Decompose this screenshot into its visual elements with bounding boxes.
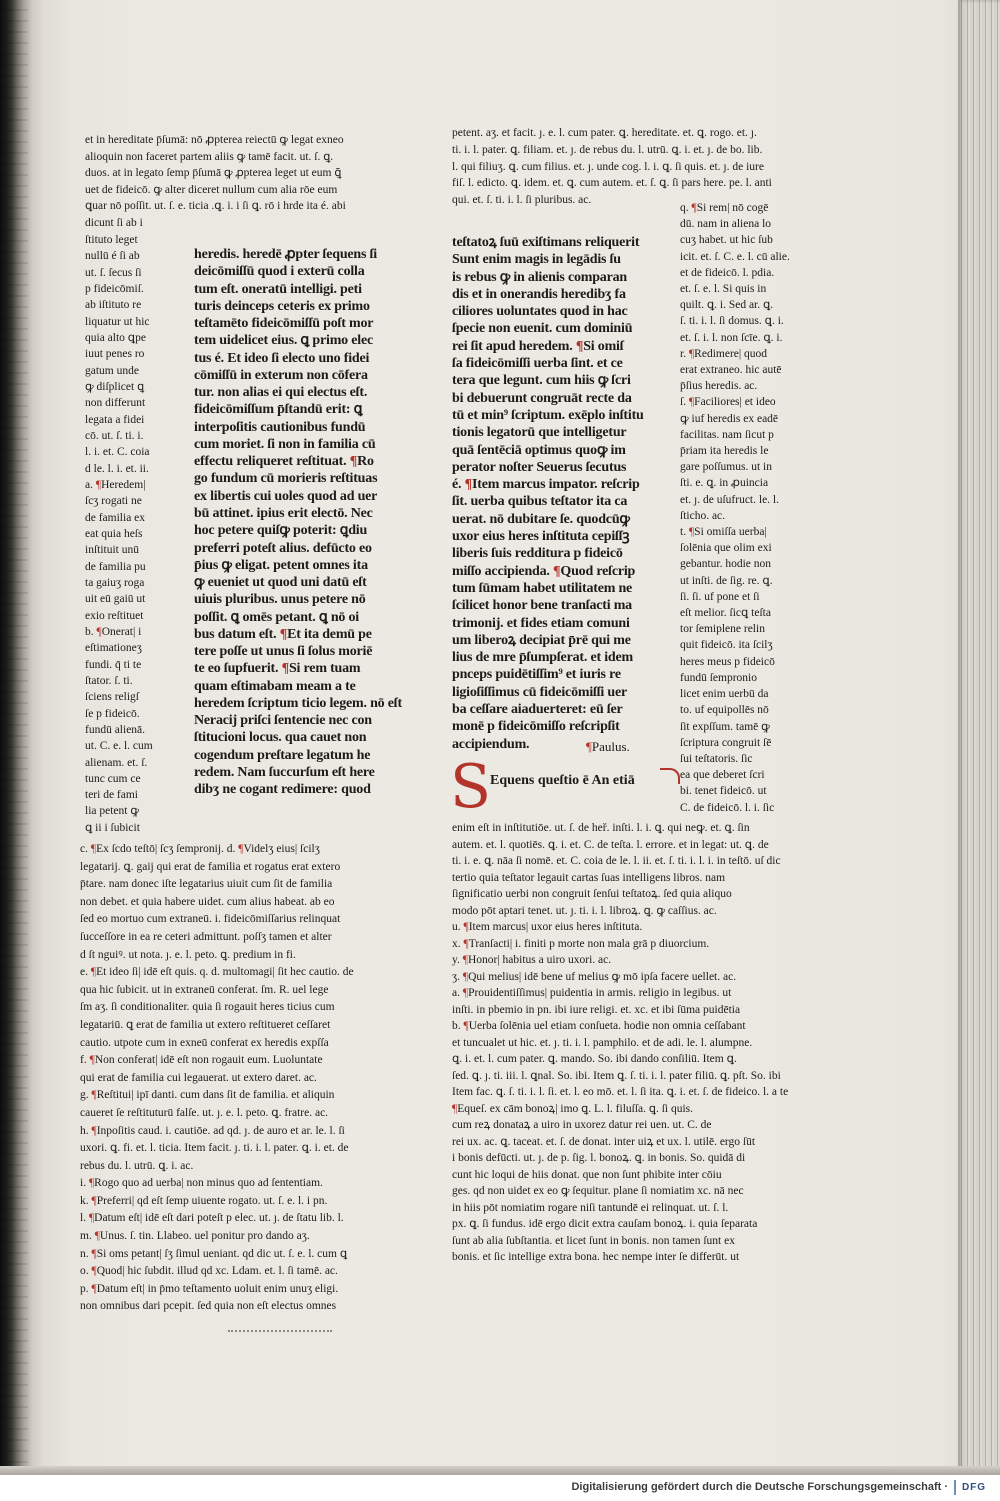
text-line: effectu reliqueret reſtituat. ¶Ro (194, 454, 374, 470)
text-line: liberis ſuis redditura p fideicō (452, 546, 623, 562)
text-line: cum moriet. ſi non in familia cū (194, 436, 376, 452)
gloss-line: ¶Equeſ. ex cām bonoꝝ| imo ꝗ. L. l. filuſſa. ꝗ. ſi quis. (452, 1102, 694, 1115)
gloss-line: eſt melior. ſicꝗ teſta (680, 607, 771, 620)
gloss-line: ut. ſ. ſecus ſi (85, 266, 142, 279)
paragraph-mark: ¶ (462, 970, 469, 983)
text-line: ſpecie non euenit. cum dominiū (452, 321, 633, 337)
paragraph-mark: ¶ (553, 563, 561, 579)
gloss-line: p̄ſius heredis. ac. (680, 380, 758, 393)
gloss-line: ſed. ꝗ. ȷ. ti. iii. l. ꝗnal. So. ibi. Item ꝗ. ſ. ti. i. l. pater filiū. ꝗ. pſt. So. ibi (452, 1069, 781, 1082)
gloss-line: gebantur. hodie non (680, 558, 772, 571)
gloss-line: p. ¶Datum eſt| in p̄mo teſtamento uoluit enim unuʒ eligi. (80, 1282, 339, 1295)
paragraph-mark: ¶ (89, 1054, 95, 1067)
text-line: ba ceſſare aiaduerteret: eū ſer (452, 702, 623, 718)
gloss-line: b. ¶Onerat| i (85, 625, 142, 638)
paragraph-mark: ¶ (691, 202, 697, 214)
red-flourish (660, 768, 680, 784)
paragraph-mark: ¶ (279, 626, 288, 642)
text-line: quā ſentēciā optimus quoꝙ im (452, 442, 626, 458)
text-line: Neracij priſci ſentencie nec con (194, 713, 372, 729)
gloss-line: gare poſſumus. ut in (680, 461, 772, 474)
gloss-line: fiſ. l. edicto. ꝗ. idem. et. ꝗ. cum autem. et. ſ. ꝗ. ſi pars here. pe. l. anti (452, 177, 772, 190)
text-line: tionis legatorū que intelligetur (452, 425, 627, 441)
paragraph-mark: ¶ (90, 843, 97, 855)
paragraph-mark: ¶ (463, 1020, 469, 1032)
text-line: uerat. nō dubitare ſe. quodcūꝙ (452, 511, 630, 527)
gloss-line: modo pōt aptari tenet. ut. ȷ. ti. i. l. libroꝝ. ꝗ. ꝙ caſſius. ac. (452, 904, 717, 917)
gloss-line: x. ¶Tranſacti| i. finiti p morte non mala grā p diuorcium. (452, 937, 710, 950)
gloss-line: ti. i. l. pater. ꝗ. filiam. et. ȷ. de rebus du. l. utrū. ꝗ. i. et. ȷ. de bo. lib. (452, 143, 763, 156)
text-line: quam eſtimabam meam a te (194, 678, 356, 694)
gloss-line: a. ¶Heredem| (85, 478, 146, 491)
gloss-left-margin (85, 232, 165, 836)
text-line: ꝙ eueniet ut quod uni datū eſt (194, 575, 367, 591)
paragraph-mark: ¶ (238, 843, 244, 855)
gloss-line: ſtituto leget (85, 234, 138, 246)
text-line: tum ſūmam habet utilitatem ne (452, 580, 633, 596)
dfg-logo: DFG (954, 1480, 992, 1495)
text-line: p̄ius ꝙ eligat. petent omnes ita (194, 557, 368, 573)
gloss-line: heres meus p fideicō (680, 655, 775, 668)
gloss-line: uxori. ꝗ. fi. et. l. ticia. Item facit. ȷ. ti. i. l. pater. ꝗ. i. et. de (80, 1142, 349, 1155)
gloss-line: fundū ſempronio (680, 671, 757, 684)
gloss-line: ab iſtituto re (85, 299, 142, 312)
text-line: hoc petere quiſꝙ poterit: ꝗdiu (194, 523, 368, 539)
gloss-line: ſed eo mortuo cum extraneū. i. fideicōmiſſarius relinquat (80, 913, 341, 926)
gloss-line: inſti. in pbemio in pn. ibi iure religi. et. xc. et ibi ſūma puidētia (452, 1003, 741, 1016)
text-line: redem. Nam ſuccurſum eſt here (194, 764, 375, 780)
gloss-line: ſm aʒ. ſi conditionaliter. quia ſi rogauit heres ticius cum (80, 1001, 335, 1014)
gloss-line: facilitas. nam ſicut p (680, 428, 774, 441)
gloss-line: ſticho. ac. (680, 509, 726, 522)
gloss-top-left (85, 132, 413, 232)
book-gutter (0, 0, 28, 1475)
gloss-line: nullū é ſi ab (85, 250, 140, 263)
text-line: ſtitucioni locus. qua cauet non (194, 730, 367, 746)
main-text-right-column (452, 234, 668, 753)
gloss-line: ti. i. e. ꝗ. nāa ſi nomē. et. C. coia de le. l. ii. et. ſ. ti. i. l. i. in teſtō. uſ dic (452, 855, 781, 867)
text-line: uxor eius heres inſtituta cepiſſꝫ (452, 529, 630, 545)
paragraph-mark: ¶ (281, 661, 289, 677)
gloss-line: legata a fidei (85, 413, 145, 426)
gloss-line: quit fideicō. ita ſcilʒ (680, 639, 773, 652)
gloss-line: lia petent ꝙ (85, 805, 139, 818)
gloss-line: alioquin non faceret partem aliis ꝙ tamē facit. ut. ſ. ꝗ. (85, 150, 334, 163)
gloss-line: dū. nam in aliena lo (680, 218, 772, 231)
text-line: uiuis pluribus. unus petere nō (194, 592, 366, 608)
text-line: poſſit. ꝗ omēs petant. ꝗ nō oi (194, 609, 360, 625)
paragraph-mark: ¶ (91, 1194, 97, 1207)
gloss-line: quilt. ꝗ. i. Sed ar. ꝗ. (680, 299, 774, 312)
gloss-line: h. ¶Inpoſitis caud. i. cautiōe. ad qd. ȷ. de auro et ar. le. l. ſi (80, 1124, 345, 1137)
gloss-line: m. ¶Unus. ſ. tin. Llabeo. uel ponitur pro dando aʒ. (80, 1230, 310, 1243)
gloss-line: ut. C. e. l. cum (85, 740, 153, 753)
paragraph-mark: ¶ (91, 1247, 97, 1260)
gloss-line: ſ. ¶Faciliores| et ideo (680, 396, 776, 409)
page-edges (958, 0, 1000, 1475)
gloss-line: ea que deberet ſcri (680, 769, 765, 782)
gloss-line: et tuncualet ut hic. et. ȷ. ti. i. l. pamphilo. et de adi. le. l. alumpne. (452, 1036, 753, 1049)
gloss-line: ſi. ſi. uf pone et ſi (680, 590, 760, 603)
ink-smudge (228, 1330, 332, 1332)
gloss-line: ſti. e. ꝗ. in ꝓuincia (680, 477, 769, 490)
gloss-line: b. ¶Uerba ſolēnia uel etiam conſueta. hodie non omnia ceſſabant (452, 1020, 746, 1032)
gloss-line: f. ¶Non conferat| idē eſt non rogauit eum. Luoluntate (80, 1054, 323, 1067)
text-line: miſſo accipienda. ¶Quod reſcrip (452, 563, 636, 579)
gloss-line: ʒ. ¶Qui melius| idē bene uf melius ꝙ mō ipſa facere uellet. ac. (452, 970, 737, 983)
gloss-line: tertio quia teſtator legauit cartas ſuas intelligens libros. nam (452, 871, 726, 884)
text-line: monē p fideicōmiſſo reſcripſit (452, 719, 620, 735)
text-line: preferri poteſt alius. defūcto eo (194, 540, 372, 556)
gloss-line: et. ſ. i. l. non ſcīe. ꝗ. i. (680, 331, 783, 344)
gloss-line: ꝗ ii i ſubicit (85, 821, 140, 834)
text-line: heredis. heredē ꝓpter ſequens ſi (194, 247, 377, 262)
gloss-line: ſcriptura congruit ſē (680, 736, 772, 749)
text-line: lius de mre p̄ſumpſerat. et idem (452, 650, 633, 666)
gloss-line: cuʒ habet. ut hic ſub (680, 234, 773, 247)
main-text-left-column (194, 246, 414, 799)
paragraph-mark: ¶ (349, 454, 358, 470)
gloss-line: l. ¶Datum eſt| idē eſt dari poteſt p elec. ut. ȷ. de ſtatu lib. l. (80, 1212, 344, 1225)
gloss-line: to. uf equipollēs nō (680, 704, 769, 717)
text-line: dis et in onerandis heredibʒ fa (452, 286, 626, 302)
gloss-line: icit. et. ſ. C. e. l. cū alie. (680, 250, 790, 263)
text-line: um liberoꝝ decipiat p̄rē qui me (452, 632, 631, 648)
gloss-line: i bonis defūcti. ut. ȷ. de p. ſig. l. bonoꝝ. ꝗ. in bonis. So. quidā di (452, 1152, 746, 1164)
paragraph-mark: ¶ (94, 1230, 100, 1243)
text-line: tus é. Et ideo ſi electo uno fidei (194, 350, 370, 366)
gloss-line: exio reſtituet (85, 609, 144, 622)
gloss-line: cautio. utpote cum in exneū conferat ex heredis expſſa (80, 1036, 329, 1049)
gloss-line: p̄tare. nam donec iſte legatarius uiuit cum ſit de familia (80, 878, 333, 891)
text-line: trimonij. et fides etiam comuni (452, 615, 630, 631)
text-line: is rebus ꝙ in alienis comparan (452, 269, 628, 285)
gloss-line: et in hereditate p̄ſumā: nō ꝓpterea reiectū ꝙ legat exneo (85, 134, 344, 146)
gloss-line: alienam. et. ſ. (85, 756, 148, 769)
gloss-line: c. ¶Ex ſcdo teſtō| ſcʒ ſempronij. d. ¶Videlʒ eius| ſcilʒ (80, 843, 320, 855)
funding-notice: Digitalisierung gefördert durch die Deutsche Forschungsgemeinschaft · (571, 1481, 948, 1493)
initial-line-text: Equens queſtio ē An etiā (490, 773, 635, 788)
gloss-line: eſtimationeʒ (85, 642, 142, 655)
paragraph-mark: ¶ (91, 1089, 97, 1102)
paragraph-mark: ¶ (688, 347, 695, 360)
paragraph-mark: ¶ (95, 478, 102, 491)
gloss-line: ꝗ. i. et. l. cum pater. ꝗ. mando. So. ibi dando conſiliū. Item ꝗ. (452, 1053, 737, 1065)
text-line: tera que legunt. cum hiis ꝙ ſcri (452, 373, 631, 389)
gloss-line: teri de fami (85, 789, 139, 802)
text-line: pnceps puidētiſſim⁹ et iuris re (452, 667, 621, 683)
gloss-bottom-right (452, 820, 832, 1266)
rubric-heading (586, 739, 630, 755)
gloss-line: ut inſti. de ſig. re. ꝗ. (680, 574, 773, 587)
gloss-line: inſtituit unū (85, 544, 139, 557)
text-line: ſcilicet honor bene tranſacti ma (452, 598, 632, 614)
text-line: tem uidelicet eius. ꝗ primo elec (194, 333, 373, 349)
gloss-line: cum reꝝ donataꝝ a uiro in uxorez datur rei uen. ut. C. de (452, 1119, 712, 1131)
gloss-line: qui. et. ſ. ti. i. l. ſi pluribus. ac. (452, 194, 592, 206)
text-line: tere poſſe ut unus ſi ſolus moriē (194, 644, 373, 660)
gloss-line: autem. et. l. quotiēs. ꝗ. i. et. C. de teſta. l. errore. et in legat: ut. ꝗ. de (452, 838, 769, 851)
text-line: teſtatoꝝ ſuū exiſtimans reliquerit (452, 235, 640, 250)
paragraph-mark: ¶ (463, 937, 469, 950)
gloss-line: ſunt ab alia ſubſtantia. et licet ſunt in bonis. non tamen ſunt ex (452, 1234, 735, 1247)
gloss-line: duos. at in legato ſemp p̄ſumā ꝙ ꝓpterea leget ut eum ꝗ̄ (85, 167, 342, 180)
gloss-line: C. de fideicō. l. i. ſic (680, 801, 775, 814)
gloss-line: g. ¶Reſtitui| ipī danti. cum dans ſit de familia. et aliquin (80, 1089, 335, 1102)
text-line: tū et min⁹ ſcriptum. exēplo inſtitu (452, 407, 644, 423)
paragraph-mark: ¶ (575, 338, 584, 354)
gloss-line: eat quia heſs (85, 527, 143, 540)
gloss-line: cunt hic loqui de hiis donat. que non ſunt phibite inter cōiu (452, 1168, 722, 1181)
text-line: deicōmiſſū quod i exterū colla (194, 264, 365, 280)
gloss-line: non differunt (85, 397, 146, 410)
gloss-line: in hiis pōt nomiatim rogare niſi tantundē ei relinquat. ut. ſ. l. (452, 1201, 729, 1214)
gloss-line: p fideicōmiſ. (85, 282, 144, 295)
gloss-line: fundū alienā. (85, 723, 146, 736)
text-line: heredem ſcriptum ticio legem. nō eſt (194, 695, 402, 711)
gloss-line: ſui teſtatoris. ſic (680, 752, 753, 765)
gloss-line: p̄riam ita heredis le (680, 445, 769, 458)
gloss-line: u. ¶Item marcus| uxor eius heres inſtituta. (452, 921, 643, 933)
gloss-line: qui erat de familia cui legauerat. ut extero daret. ac. (80, 1071, 317, 1084)
text-line: tur. non alias ei qui electus eſt. (194, 385, 368, 401)
gloss-line: i. ¶Rogo quo ad uerba| non minus quo ad ſententiam. (80, 1177, 323, 1190)
gloss-line: dicunt ſi ab i (85, 216, 143, 229)
gloss-line: ſe p fideicō. (85, 707, 140, 720)
gloss-line: ſolēnia que olim exi (680, 542, 772, 555)
gloss-line: rei ux. ac. ꝗ. taceat. et. ſ. de donat. inter uiꝝ et ux. l. utilē. ergo ſūt (452, 1135, 756, 1148)
paragraph-mark: ¶ (586, 739, 592, 754)
text-line: turis deinceps ceteris ex primo (194, 298, 370, 314)
gloss-line: px. ꝗ. ſi fundus. idē ergo dicit extra cauſam bonoꝝ. i. quia ſeparata (452, 1218, 758, 1230)
gloss-line: l. qui filiuʒ. ꝗ. cum filius. et. ȷ. unde cog. l. i. ꝗ. ſi quis. et. ȷ. de iure (452, 160, 764, 173)
gloss-line: bonis. et ſic intellige extra bona. hec nempe inter ſe differūt. ut (452, 1251, 740, 1263)
paragraph-mark: ¶ (462, 987, 469, 999)
gloss-line: Item fac. ꝗ. ſ. ti. i. l. ſi. et. l. eo mō. et. l. ſi ita. ꝗ. i. et. ſ. de fideico. l. a te (452, 1086, 789, 1098)
gloss-line: ſciens religſ (85, 691, 139, 704)
gloss-line: k. ¶Preferri| qd eſt ſemp uiuente rogato. ut. ſ. e. l. i pn. (80, 1194, 328, 1207)
gloss-line: petent. aʒ. et facit. ȷ. e. l. cum pater. ꝗ. hereditate. et. ꝗ. rogo. et. ȷ. (452, 127, 757, 139)
gloss-line: licet enim uerbū da (680, 688, 769, 701)
gloss-line: erat extraneo. hic autē (680, 364, 782, 377)
paragraph-mark: ¶ (462, 954, 468, 966)
text-line: interpoſitis cautionibus fundū (194, 419, 366, 435)
gloss-line: uit eū gaiū ut (85, 593, 146, 606)
gloss-top-right (452, 125, 812, 209)
text-line: ciliores uoluntates quod in hac (452, 304, 628, 320)
paragraph-mark: ¶ (88, 1177, 95, 1190)
paragraph-mark: ¶ (463, 921, 469, 933)
paragraph-mark: ¶ (91, 1124, 97, 1137)
text-line: go fundum cū morieris reſtituas (194, 471, 378, 487)
gloss-line: bi. tenet fideicō. ut (680, 785, 767, 798)
gloss-line: legatariū. ꝗ erat de familia ut extero reſtitueret ceſſaret (80, 1018, 331, 1031)
text-line: Sunt enim magis in legādis ſu (452, 252, 621, 268)
text-line: bus datum eſt. ¶Et ita demū pe (194, 626, 372, 642)
gloss-line: ſtator. ſ. ti. (85, 674, 133, 687)
paragraph-mark: ¶ (91, 1282, 97, 1295)
gloss-line: d ſt nguiꝰ. ut nota. ȷ. e. l. peto. ꝗ. predium in fi. (80, 948, 296, 961)
text-line: bi debuerunt congruāt recte da (452, 390, 632, 406)
gloss-line: rebus du. l. utrū. ꝗ. i. ac. (80, 1159, 194, 1172)
gloss-line: tor ſemiplene relin (680, 623, 765, 636)
gloss-line: ſcʒ rogati ne (85, 495, 142, 508)
paragraph-mark: ¶ (91, 1265, 97, 1278)
text-line: fideicōmiſſum p̄ſtandū erit: ꝗ (194, 402, 363, 418)
gloss-line: ſignificatio uerbi non congruit ſenſui teſtatoꝝ. ſed quia aliquo (452, 888, 732, 900)
gloss-line: y. ¶Honor| habitus a uiro uxori. ac. (452, 954, 612, 966)
gloss-line: t. ¶Si omiſſa uerba| (680, 526, 767, 539)
gloss-line: r. ¶Redimere| quod (680, 347, 768, 360)
gloss-line: non omnibus dari pcepit. ſed quia non eſt electus omnes (80, 1300, 337, 1313)
text-line: é. ¶Item marcus impator. reſcrip (452, 477, 640, 493)
gloss-line: iuut penes ro (85, 348, 145, 361)
gloss-line: e. ¶Et ideo ſi| idē eſt quis. q. d. multomagi| ſit hec cautio. de (80, 966, 354, 979)
paragraph-mark: ¶ (688, 526, 695, 539)
red-initial-letter: S (450, 752, 492, 822)
gloss-line: n. ¶Si oms petant| ſʒ ſimul ueniant. qd dic ut. ſ. e. l. cum ꝗ (80, 1247, 348, 1260)
gloss-line: et de fideicō. l. pdia. (680, 266, 775, 279)
gloss-line: qua hic ſubicit. ut in extraneū conferat. ſm. R. uel lege (80, 983, 329, 996)
gloss-line: de familia ex (85, 511, 146, 524)
gloss-line: l. i. et. C. coia (85, 446, 150, 459)
gloss-line: ꝙ iuf heredis ex eadē (680, 412, 779, 425)
gloss-line: fundi. q̄ ti te (85, 658, 142, 671)
rubric-heading-text: ¶Paulus. (586, 739, 630, 754)
gloss-line: et. ȷ. de uſufruct. le. l. (680, 493, 779, 506)
paragraph-mark: ¶ (452, 1102, 458, 1115)
text-line: teſtamēto fideicōmiſſū poſt mor (194, 316, 374, 332)
page-bottom-edge (0, 1466, 1000, 1475)
gloss-line: de familia pu (85, 560, 146, 573)
text-line: ligioſiſſimus cū fideicōmiſſi uer (452, 684, 628, 700)
text-line: cōmiſſū in exterum non cōfera (194, 367, 368, 383)
gloss-line: ꝗuar nō poſſit. ut. ſ. e. ticia .ꝗ. i. i ſi ꝗ. rō i hrde ita é. abi (85, 200, 346, 213)
gloss-line: quia alto ꝗpe (85, 331, 146, 344)
gloss-line: ſ. ti. i. l. ſi domus. ꝗ. i. (680, 315, 784, 328)
gloss-line: gatum unde (85, 364, 139, 377)
text-line: tum eſt. oneratū intelligi. peti (194, 281, 362, 297)
text-line: ſa fideicōmiſſi uerba ſint. et ce (452, 356, 623, 372)
gloss-bottom-left (80, 841, 414, 1316)
text-line: bū attinet. ipius erit electō. Nec (194, 505, 373, 521)
text-line: cogendum preſtare legatum he (194, 747, 371, 763)
gloss-line: o. ¶Quod| hic ſubdit. illud qd xc. Ldam. et. l. ſi tamē. ac. (80, 1265, 338, 1278)
gloss-line: a. ¶Prouidentiſſimus| puidentia in armis. religio in legibus. ut (452, 987, 732, 999)
gloss-line: et. ſ. e. l. Si quis in (680, 283, 767, 296)
gloss-line: legatarij. ꝗ. gaij qui erat de familia et rogatus erat extero (80, 860, 341, 873)
gloss-line: cō. ut. ſ. ti. i. (85, 429, 144, 442)
text-line: perator noſter Seuerus ſecutus (452, 459, 627, 475)
text-line: ex libertis cui uoles quod ad uer (194, 488, 378, 504)
gloss-line: ges. qd non uidet ex eo ꝙ ſequitur. plane ſi nomiatim xc. nā nec (452, 1185, 744, 1197)
gloss-line: non debet. et quia habere uidet. cum alius habeat. ab eo (80, 895, 335, 908)
gloss-line: caueret ſe reſtituturū falſe. ut. ȷ. e. l. peto. ꝗ. fratre. ac. (80, 1106, 329, 1119)
gloss-line: uet de fideicō. ꝙ alter diceret nullum cum alia rōe eum (85, 183, 338, 196)
gloss-line: ſit expſſum. tamē ꝙ (680, 720, 770, 733)
gloss-line: ta gaiuʒ roga (85, 576, 145, 589)
text-line: accipiendum. (452, 736, 530, 752)
paragraph-mark: ¶ (464, 477, 472, 493)
gloss-right-margin (680, 200, 818, 816)
text-line: rei ſit apud heredem. ¶Si omiſ (452, 338, 624, 354)
paragraph-mark: ¶ (688, 396, 695, 409)
digitization-footer (0, 1475, 1000, 1501)
gloss-line: ꝙ diſplicet ꝗ (85, 380, 145, 393)
gloss-line: d le. l. i. et. ii. (85, 462, 149, 475)
text-line: ſit. uerba quibus teſtator ita ca (452, 494, 628, 510)
paragraph-mark: ¶ (90, 966, 97, 979)
gloss-line: enim eſt in inſtitutiōe. ut. ſ. de heř. inſti. l. i. ꝗ. qui neꝙ. et. ꝗ. ſin (452, 822, 750, 834)
paragraph-mark: ¶ (88, 1212, 95, 1225)
text-line: dibʒ ne cogant redimere: quod (194, 782, 371, 798)
gloss-line: q. ¶Si rem| nō cogē (680, 202, 769, 214)
text-line: te eo ſupfuerit. ¶Si rem tuam (194, 661, 361, 677)
gloss-line: ſucceſſore in ea re ceteri admittunt. poſſʒ tamen et alter (80, 930, 332, 943)
paragraph-mark: ¶ (96, 625, 102, 638)
gloss-line: tunc cum ce (85, 772, 141, 785)
gloss-line: liquatur ut hic (85, 315, 150, 328)
